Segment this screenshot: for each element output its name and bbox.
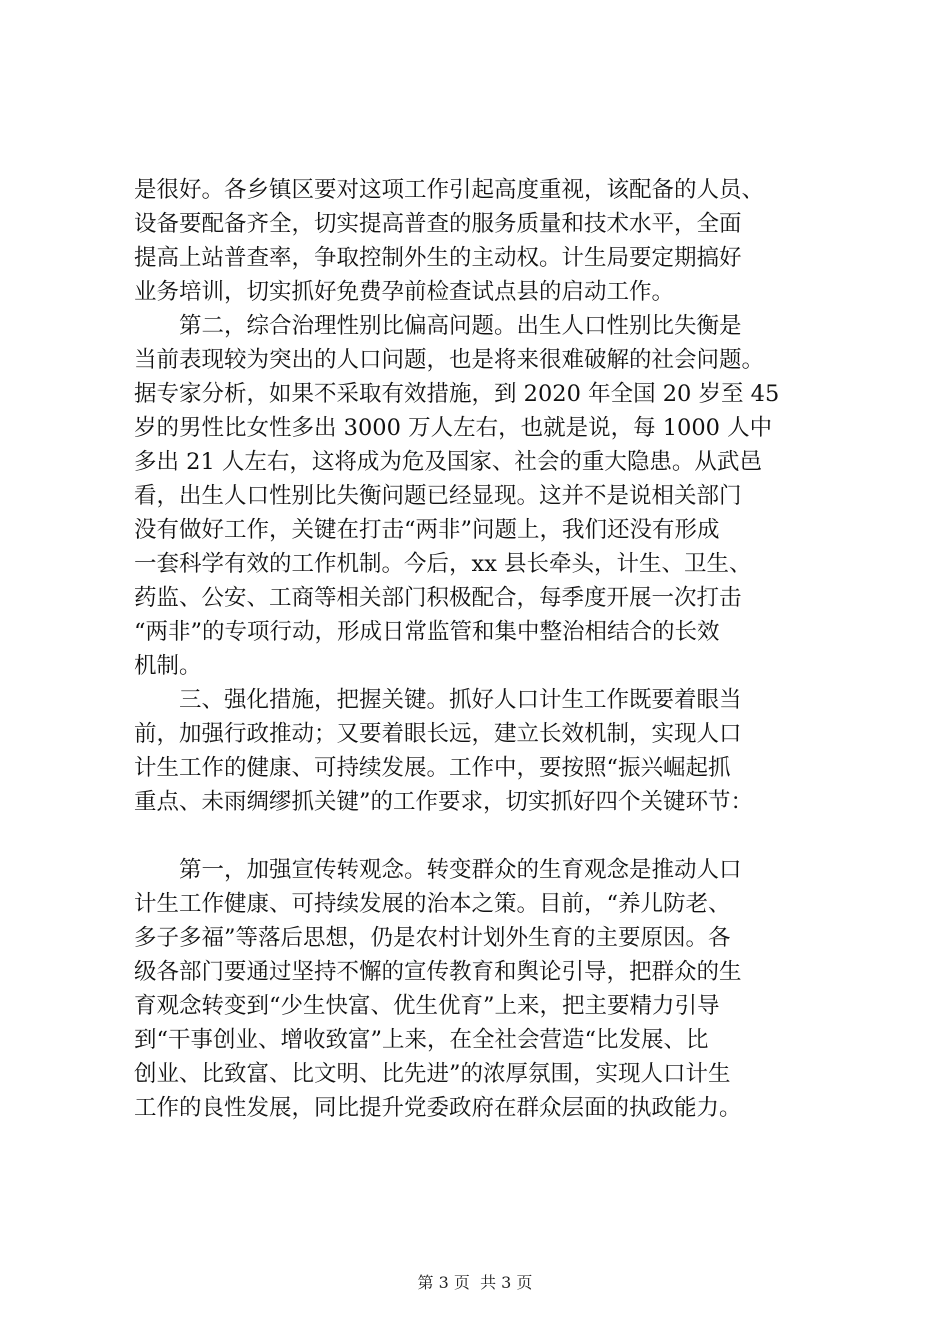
text-line: 育观念转变到“少生快富、优生优育”上来，把主要精力引导	[134, 993, 720, 1019]
text-line: 重点、未雨绸缪抓关键”的工作要求，切实抓好四个关键环节：	[134, 789, 754, 815]
text-line: 到“干事创业、增收致富”上来，在全社会营造“比发展、比	[134, 1027, 709, 1053]
text-line: 是很好。各乡镇区要对这项工作引起高度重视，该配备的人员、	[134, 177, 765, 203]
text-line: 据专家分析，如果不采取有效措施，到 2020 年全国 20 岁至 45	[134, 381, 780, 407]
text-line: 当前表现较为突出的人口问题，也是将来很难破解的社会问题。	[134, 347, 765, 373]
text-line: 机制。	[134, 653, 202, 679]
text-line: 计生工作的健康、可持续发展。工作中，要按照“振兴崛起抓	[134, 755, 731, 781]
text-line: “两非”的专项行动，形成日常监管和集中整治相结合的长效	[134, 619, 720, 645]
text-line: 业务培训，切实抓好免费孕前检查试点县的启动工作。	[134, 279, 675, 305]
text-line: 工作的良性发展，同比提升党委政府在群众层面的执政能力。	[134, 1095, 742, 1121]
text-line: 第一，加强宣传转观念。转变群众的生育观念是推动人口	[134, 857, 742, 883]
text-line: 第二，综合治理性别比偏高问题。出生人口性别比失衡是	[134, 313, 742, 339]
text-line: 多出 21 人左右，这将成为危及国家、社会的重大隐患。从武邑	[134, 449, 762, 475]
text-line: 看，出生人口性别比失衡问题已经显现。这并不是说相关部门	[134, 483, 742, 509]
text-line: 提高上站普查率，争取控制外生的主动权。计生局要定期搞好	[134, 245, 742, 271]
text-line: 三、强化措施，把握关键。抓好人口计生工作既要着眼当	[134, 687, 742, 713]
body-text	[134, 173, 824, 1125]
text-line: 药监、公安、工商等相关部门积极配合，每季度开展一次打击	[134, 585, 742, 611]
text-line: 级各部门要通过坚持不懈的宣传教育和舆论引导，把群众的生	[134, 959, 742, 985]
text-line: 一套科学有效的工作机制。今后，xx 县长牵头，计生、卫生、	[134, 551, 752, 577]
text-line: 前，加强行政推动；又要着眼长远，建立长效机制，实现人口	[134, 721, 742, 747]
text-line: 没有做好工作，关键在打击“两非”问题上，我们还没有形成	[134, 517, 720, 543]
text-line: 设备要配备齐全，切实提高普查的服务质量和技术水平，全面	[134, 211, 742, 237]
text-line: 创业、比致富、比文明、比先进”的浓厚氛围，实现人口计生	[134, 1061, 731, 1087]
text-line: 多子多福”等落后思想，仍是农村计划外生育的主要原因。各	[134, 925, 731, 951]
text-line: 岁的男性比女性多出 3000 万人左右，也就是说，每 1000 人中	[134, 415, 773, 441]
page-footer: 第 3 页 共 3 页	[417, 1273, 533, 1292]
text-line: 计生工作健康、可持续发展的治本之策。目前，“养儿防老、	[134, 891, 731, 917]
blank-line	[134, 819, 824, 853]
